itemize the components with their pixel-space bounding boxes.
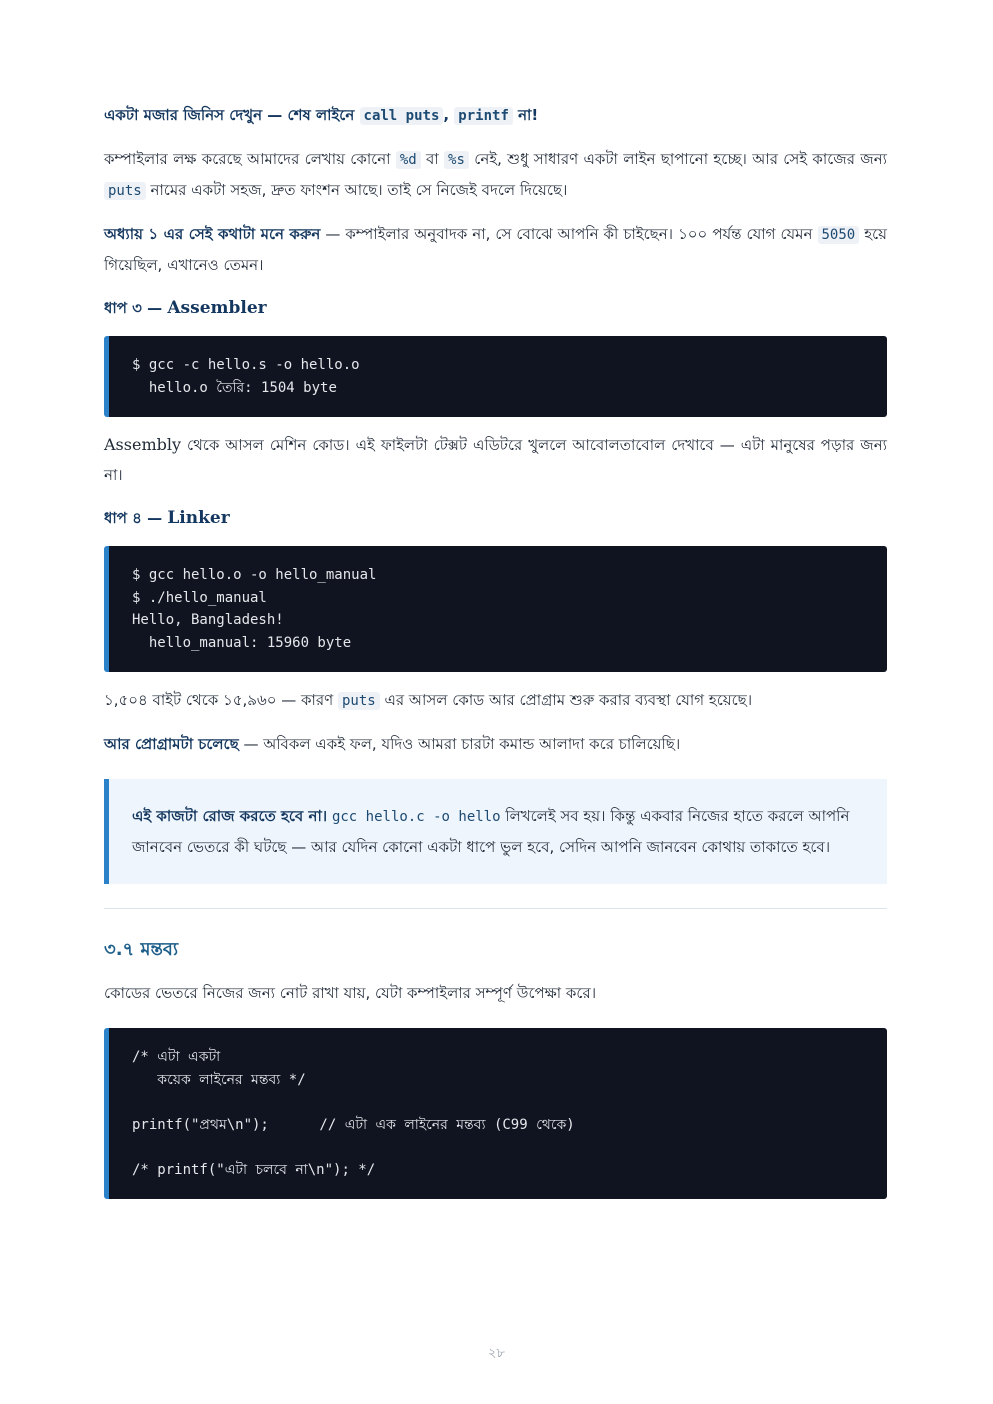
note-callout: এই কাজটা রোজ করতে হবে না। gcc hello.c -o hello লিখলেই সব হয়। কিন্তু একবার নিজের হাতে করলে আপনি জানবেন ভেতরে কী ঘটছে — আর যেদিন কোনো একটা ধাপে ভুল হবে, সেদিন আপনি জানবেন কোথায় তাকাতে হবে। [104, 779, 887, 884]
step-4-heading: ধাপ ৪ — Linker [104, 508, 230, 528]
lead-text: একটা মজার জিনিস দেখুন — শেষ লাইনে [104, 106, 360, 124]
lead-separator: , [443, 106, 455, 124]
note-strong: এই কাজটা রোজ করতে হবে না। [132, 807, 328, 825]
inline-code-puts: puts [104, 182, 146, 200]
section-title: ৩.৭ মন্তব্য [104, 939, 179, 960]
paragraph-chapter-reminder: অধ্যায় ১ এর সেই কথাটা মনে করুন — কম্পাইলার অনুবাদক না, সে বোঝে আপনি কী চাইছেন। ১০০ পর্যন্ত যোগ যেমন 5050 হয়ে গিয়েছিল, এখানেও তেমন। [104, 225, 887, 274]
page-content [104, 100, 887, 1199]
inline-code-call-puts: call puts [360, 107, 444, 125]
lead-tail: না! [512, 106, 539, 124]
step-3-heading: ধাপ ৩ — Assembler [104, 298, 267, 318]
inline-code-percent-d: %d [396, 151, 421, 169]
inline-code-puts-2: puts [338, 692, 380, 710]
paragraph-size-growth: ১,৫০৪ বাইট থেকে ১৫,৯৬০ — কারণ puts এর আসল কোড আর প্রোগ্রাম শুরু করার ব্যবস্থা যোগ হয়েছে। [104, 691, 753, 709]
inline-code-percent-s: %s [444, 151, 469, 169]
chapter-reminder-strong: অধ্যায় ১ এর সেই কথাটা মনে করুন [104, 225, 321, 243]
code-block-comments: /* এটা একটা কয়েক লাইনের মন্তব্য */ printf("প্রথম\n"); // এটা এক লাইনের মন্তব্য (C99 থেকে) /* printf("এটা চলবে না\n"); */ [104, 1028, 887, 1199]
paragraph-comments-intro: কোডের ভেতরে নিজের জন্য নোট রাখা যায়, যেটা কম্পাইলার সম্পূর্ণ উপেক্ষা করে। [104, 984, 597, 1002]
paragraph-assembly: Assembly থেকে আসল মেশিন কোড। এই ফাইলটা টেক্সট এডিটরে খুললে আবোলতাবোল দেখাবে — এটা মানুষের পড়ার জন্য না। [104, 435, 887, 484]
paragraph-puts-explanation: কম্পাইলার লক্ষ করেছে আমাদের লেখায় কোনো %d বা %s নেই, শুধু সাধারণ একটা লাইন ছাপানো হচ্ছে। আর সেই কাজের জন্য puts নামের একটা সহজ, দ্রুত ফাংশন আছে। তাই সে নিজেই বদলে দিয়েছে। [104, 150, 887, 199]
inline-code-gcc-command: gcc hello.c -o hello [331, 809, 501, 825]
page-number: ২৮ [488, 1346, 505, 1361]
paragraph-program-ran: আর প্রোগ্রামটা চলেছে — অবিকল একই ফল, যদিও আমরা চারটা কমান্ড আলাদা করে চালিয়েছি। [104, 735, 681, 753]
inline-code-5050: 5050 [818, 226, 860, 244]
inline-code-printf: printf [454, 107, 513, 125]
code-block-linker: $ gcc hello.o -o hello_manual $ ./hello_manual Hello, Bangladesh! hello_manual: 15960 byte [104, 546, 887, 672]
lead-line [104, 100, 887, 131]
code-block-assembler: $ gcc -c hello.s -o hello.o hello.o তৈরি: 1504 byte [104, 336, 887, 417]
